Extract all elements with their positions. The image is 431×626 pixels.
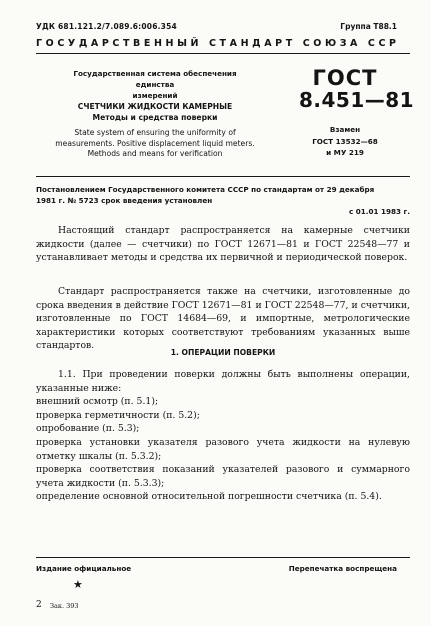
intro-text: Настоящий стандарт распространяется на камерные счетчики жидкости (далее — счетчики) по ГОСТ 12671—81 и ГОСТ 22548—77 и устанавливает методы и средства их первичной и периодической поверок. xyxy=(36,225,410,264)
standard-title: ГОСУДАРСТВЕННЫЙ СТАНДАРТ СОЮЗА ССР xyxy=(36,38,400,49)
gost-label: ГОСТ xyxy=(312,66,378,90)
list-item: опробование (п. 5.3); xyxy=(36,423,140,435)
list-item: проверка установки указателя разового учета жидкости на нулевую отметку шкалы (п. 5.3.2); xyxy=(36,436,410,462)
star-icon: ★ xyxy=(73,578,83,591)
system-title-line-1: Государственная система обеспечения единства xyxy=(73,69,237,90)
decree-rule xyxy=(36,176,410,177)
decree-line-1: Постановлением Государственного комитета СССР по стандартам от 29 декабря xyxy=(36,185,375,194)
title-en-line-3: Methods and means for verification xyxy=(87,149,223,159)
standard-name-en xyxy=(44,128,266,160)
official-edition-label: Издание официальное xyxy=(36,564,132,573)
scope-text: Стандарт распространяется также на счетчики, изготовленные до срока введения в действие ГОСТ 12671—81 и ГОСТ 22548—77, и счетчики, изготовленные по ГОСТ 14684—69, и импортные, метрологические характеристики которых соответствуют требованиям указанных выше стандартов. xyxy=(36,286,410,352)
group-code: Группа Т88.1 xyxy=(340,22,397,31)
list-item: проверка герметичности (п. 5.2); xyxy=(36,409,200,421)
reprint-prohibited-label: Перепечатка воспрещена xyxy=(288,564,397,573)
udc-code: УДК 681.121.2/7.089.6:006.354 xyxy=(36,22,177,31)
title-en-line-2: measurements. Positive displacement liquid meters. xyxy=(55,138,255,148)
title-ru-line-2: Методы и средства поверки xyxy=(92,113,218,123)
scope-paragraph xyxy=(36,285,410,353)
intro-paragraph xyxy=(36,224,410,265)
order-number: Зак. 393 xyxy=(50,602,79,610)
gost-number: 8.451—81 xyxy=(299,88,415,112)
title-en-line-1: State system of ensuring the uniformity of xyxy=(74,128,236,137)
standard-name-ru xyxy=(60,101,250,124)
system-title-line-2: измерений xyxy=(132,91,178,101)
replaces-item-2: и МУ 219 xyxy=(326,148,364,158)
header-rule xyxy=(36,53,410,54)
decree-line-2: 1981 г. № 5723 срок введения установлен xyxy=(36,196,213,206)
list-item: внешний осмотр (п. 5.1); xyxy=(36,396,159,408)
list-item: определение основной относительной погрешности счетчика (п. 5.4). xyxy=(36,491,382,503)
replaces-label: Взамен xyxy=(329,125,361,134)
operations-list xyxy=(36,368,410,504)
replaces-item-1: ГОСТ 13532—68 xyxy=(312,136,378,146)
page-number: 2 xyxy=(36,600,42,610)
replaces-block xyxy=(290,124,400,159)
list-item: 1.1. При проведении поверки должны быть выполнены операции, указанные ниже: xyxy=(36,369,410,394)
footer-rule xyxy=(36,557,410,558)
system-title xyxy=(60,68,250,101)
section-heading: 1. ОПЕРАЦИИ ПОВЕРКИ xyxy=(170,348,276,357)
title-ru-line-1: СЧЕТЧИКИ ЖИДКОСТИ КАМЕРНЫЕ xyxy=(77,102,233,111)
decree-block xyxy=(36,184,410,217)
effective-date: с 01.01 1983 г. xyxy=(349,207,410,217)
list-item: проверка соответствия показаний указателей разового и суммарного учета жидкости (п. 5.3.3); xyxy=(36,464,410,489)
